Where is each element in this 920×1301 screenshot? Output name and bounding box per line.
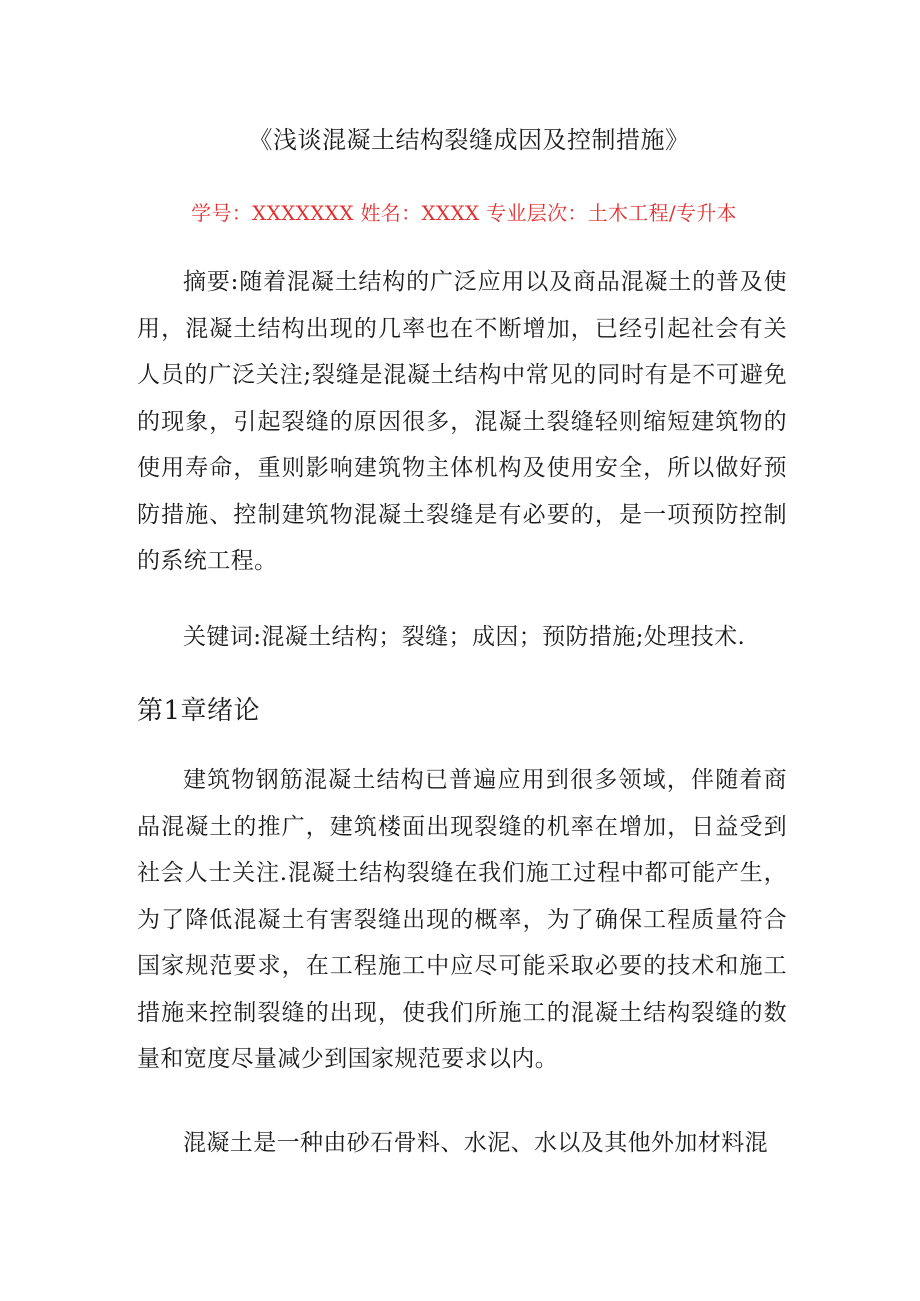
author-info-line: 学号：XXXXXXX 姓名：XXXX 专业层次：土木工程/专升本 [191, 201, 737, 225]
abstract-paragraph: 摘要:随着混凝土结构的广泛应用以及商品混凝土的普及使用，混凝土结构出现的几率也在不断增加，已经引起社会有关人员的广泛关注;裂缝是混凝土结构中常见的同时有是不可避免的现象，引起裂缝的原因很多，混凝土裂缝轻则缩短建筑物的使用寿命，重则影响建筑物主体机构及使用安全，所以做好预防措施、控制建筑物混凝土裂缝是有必要的，是一项预防控制的系统工程。 [137, 269, 787, 574]
intro-paragraph-2: 混凝土是一种由砂石骨料、水泥、水以及其他外加材料混 [183, 1130, 768, 1156]
chapter-heading: 第1章绪论 [137, 696, 261, 726]
keywords-paragraph: 关键词:混凝土结构；裂缝；成因；预防措施;处理技术. [183, 624, 746, 650]
intro-paragraph-1: 建筑物钢筋混凝土结构已普遍应用到很多领域，伴随着商品混凝土的推广，建筑楼面出现裂缝的机率在增加，日益受到社会人士关注.混凝土结构裂缝在我们施工过程中都可能产生，为了降低混凝土有害裂缝出现的概率，为了确保工程质量符合国家规范要求，在工程施工中应尽可能采取必要的技术和施工措施来控制裂缝的出现，使我们所施工的混凝土结构裂缝的数量和宽度尽量减少到国家规范要求以内。 [137, 767, 787, 1072]
document-title: 《浅谈混凝土结构裂缝成因及控制措施》 [248, 126, 690, 154]
